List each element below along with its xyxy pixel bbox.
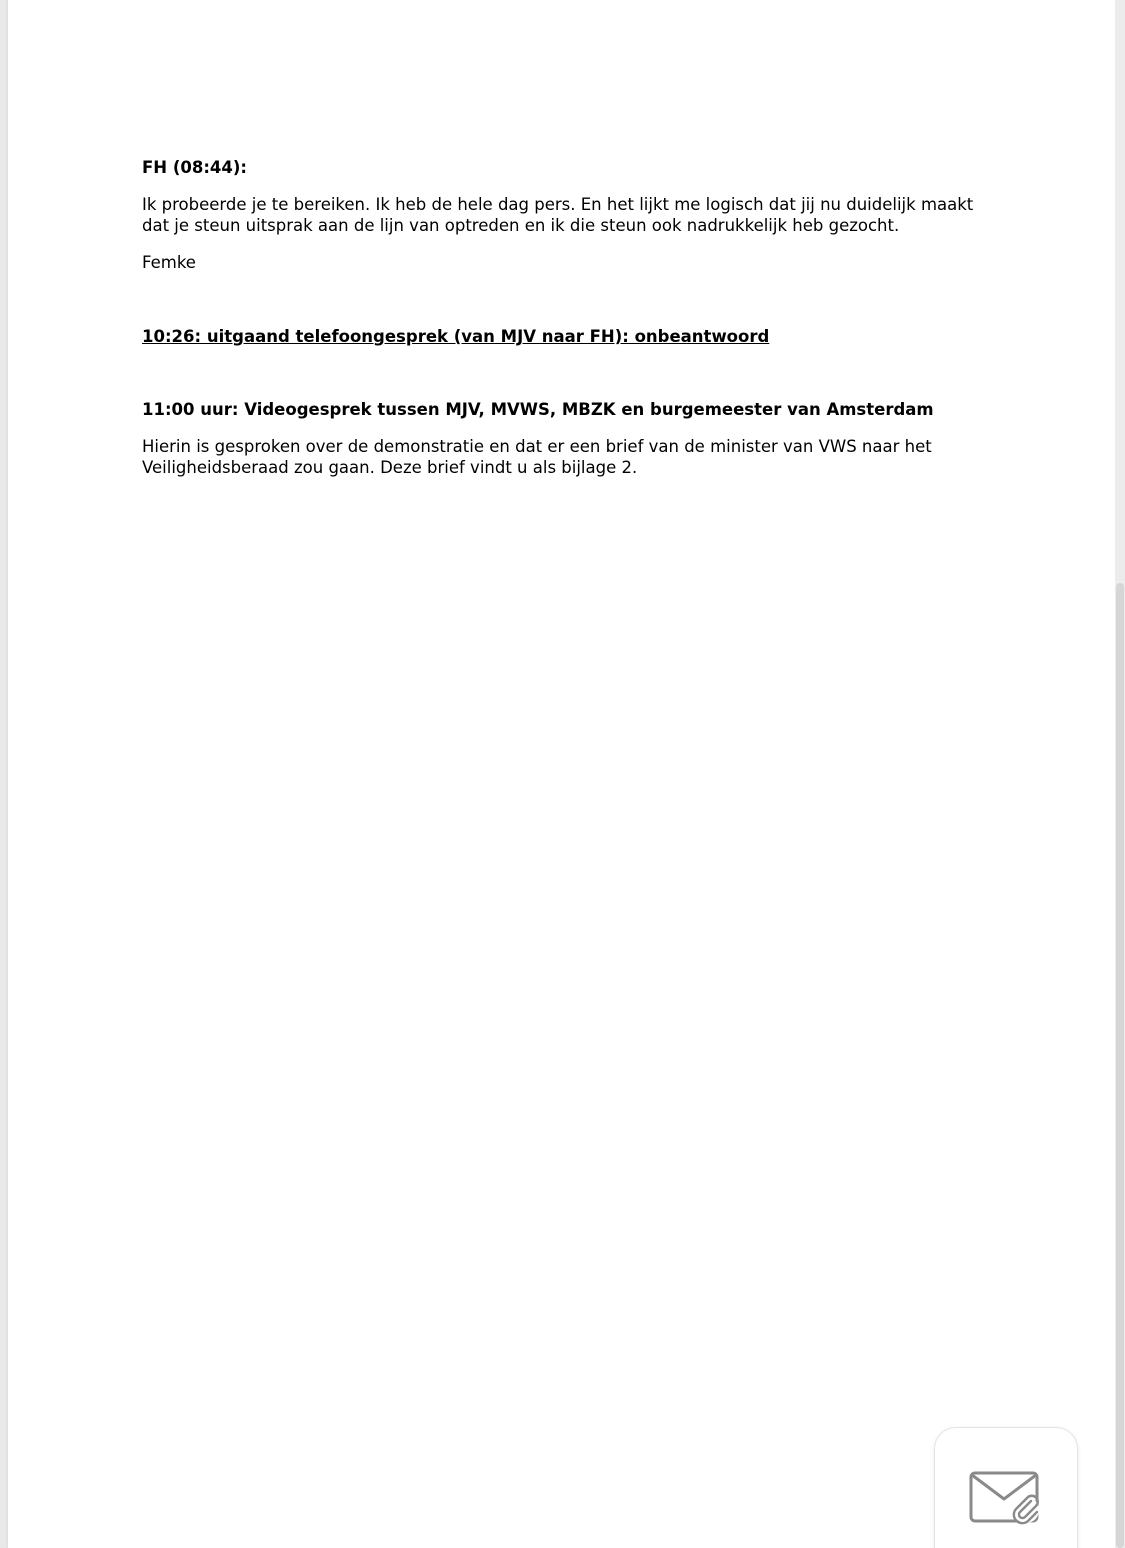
entry-heading-video-call: 11:00 uur: Videogesprek tussen MJV, MVWS, MBZK en burgemeester van Amsterdam (142, 400, 934, 419)
entry-body-fh-message: Ik probeerde je te bereiken. Ik heb de hele dag pers. En het lijkt me logisch dat jij nu duidelijk maakt dat je steun uitsprak aan de lijn van optreden en ik die steun ook nadrukkelijk heb gezocht. (142, 195, 974, 235)
scrollbar-track[interactable] (1115, 0, 1125, 1548)
mail-attachment-button[interactable] (934, 1427, 1078, 1548)
document-page (8, 0, 1115, 1548)
page-content (142, 157, 1002, 478)
entry-heading-phone-call: 10:26: uitgaand telefoongesprek (van MJV naar FH): onbeantwoord (142, 327, 770, 346)
entry-heading-fh-0844: FH (08:44): (142, 158, 248, 177)
mail-attachment-icon (969, 1471, 1041, 1527)
entry-body-video-call: Hierin is gesproken over de demonstratie en dat er een brief van de minister van VWS naar het Veiligheidsberaad zou gaan. Deze brief vindt u als bijlage 2. (142, 437, 932, 477)
scrollbar-thumb[interactable] (1116, 583, 1124, 1548)
entry-signature: Femke (142, 253, 196, 272)
